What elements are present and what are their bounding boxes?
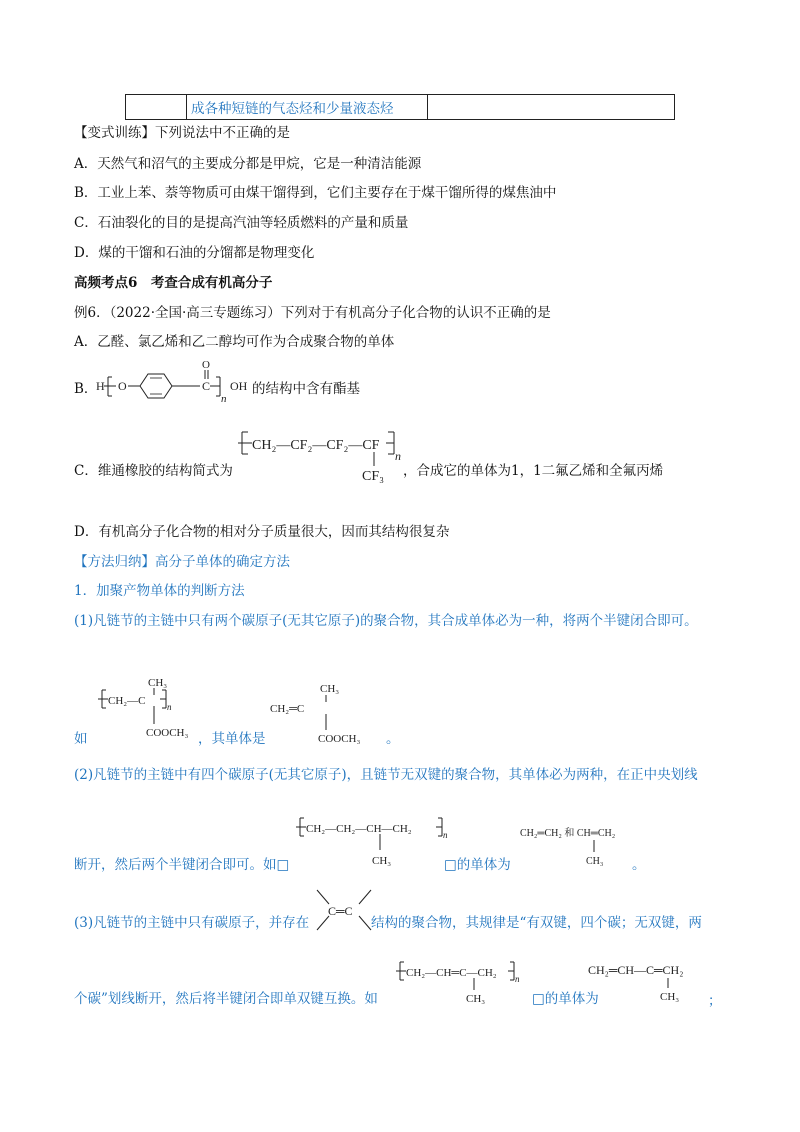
example-option-d: D．有机高分子化合物的相对分子质量很大，因而其结构很复杂 — [74, 524, 450, 540]
variant-option-a: A．天然气和沼气的主要成分都是甲烷，它是一种清洁能源 — [74, 156, 422, 172]
structure-mma-main: CH₂═C — [270, 703, 305, 715]
structure-isoprene — [588, 958, 718, 1008]
structure-viton — [238, 428, 413, 488]
example-option-c-prefix: C．维通橡胶的结构简式为 — [74, 463, 233, 479]
method-p1-mid: ，其单体是 — [198, 731, 266, 747]
structure-copolymer — [296, 814, 456, 870]
structure-cc-double — [315, 888, 373, 934]
structure-b-n: n — [221, 393, 227, 405]
method-p2-line1: (2)凡链节的主链中有四个碳原子(无其它原子)，且链节无双键的聚合物，其单体必为两种，在正中央划线 — [74, 767, 698, 783]
structure-b-polymer — [96, 359, 256, 410]
structure-b-h: H — [96, 379, 105, 393]
structure-mma — [270, 678, 390, 744]
structure-two-monomers — [520, 822, 645, 872]
structure-b-o: O — [118, 379, 127, 393]
example-option-b-prefix: B． — [74, 381, 98, 397]
structure-copolymer-n: n — [443, 830, 448, 840]
structure-copolymer-main: CH₂—CH₂—CH—CH₂ — [306, 823, 412, 835]
structure-pmma-ch3: CH₃ — [148, 677, 168, 689]
structure-copolymer-sub: CH₃ — [372, 855, 392, 867]
structure-pmma-main: CH₂—C — [108, 695, 146, 707]
structure-mma-ester: COOCH₃ — [318, 733, 361, 745]
method-p3-mid: □的单体为 — [532, 991, 599, 1007]
structure-mma-ch3: CH₃ — [320, 683, 340, 695]
structure-isoprene-sub: CH₃ — [660, 991, 680, 1003]
structure-viton-n: n — [395, 449, 401, 463]
method-heading: 【方法归纳】高分子单体的确定方法 — [74, 554, 290, 570]
top-table — [125, 94, 675, 120]
structure-isoprene-main: CH₂═CH—C═CH₂ — [588, 963, 684, 977]
method-p3-line1-a: (3)凡链节的主链中只有碳原子，并存在 — [74, 915, 310, 931]
structure-viton-main: CH₂—CF₂—CF₂—CF — [252, 438, 380, 453]
structure-polyisoprene — [396, 958, 536, 1008]
structure-b-oh: OH — [230, 379, 248, 393]
structure-polyisoprene-n: n — [515, 974, 520, 984]
table-cell-empty — [428, 95, 675, 120]
structure-pmma-ester: COOCH₃ — [146, 727, 189, 739]
structure-pmma — [98, 672, 198, 742]
method-p2-end: 。 — [632, 857, 646, 873]
method-p2-line2: 断开，然后两个半键闭合即可。如□ — [74, 857, 290, 873]
structure-polyisoprene-sub: CH₃ — [466, 993, 486, 1005]
table-cell-text: 成各种短链的气态烃和少量液态烃 — [187, 95, 428, 120]
method-p1-end: 。 — [386, 731, 400, 747]
structure-b-o-top: O — [202, 359, 210, 371]
example-option-a: A．乙醛、氯乙烯和乙二醇均可作为合成聚合物的单体 — [74, 334, 395, 350]
table-cell-empty — [126, 95, 187, 120]
example-option-c-suffix: ，合成它的单体为1，1二氟乙烯和全氟丙烯 — [403, 463, 664, 479]
structure-two-monomers-text: CH₂═CH₂ 和 CH═CH₂ — [520, 828, 616, 839]
method-p1: (1)凡链节的主链中只有两个碳原子(无其它原子)的聚合物，其合成单体必为一种，将两个半键闭合即可。 — [74, 613, 698, 629]
variant-heading: 【变式训练】下列说法中不正确的是 — [74, 125, 290, 141]
method-p3-line1-b: 结构的聚合物，其规律是“有双键，四个碳；无双键，两 — [371, 915, 702, 931]
variant-option-b: B．工业上苯、萘等物质可由煤干馏得到，它们主要存在于煤干馏所得的煤焦油中 — [74, 185, 557, 201]
structure-two-monomers-sub: CH₃ — [586, 856, 604, 867]
example-option-b-suffix: 的结构中含有酯基 — [252, 381, 360, 397]
method-p3-line2: 个碳”划线断开，然后将半键闭合即单双键互换。如 — [74, 991, 378, 1007]
structure-polyisoprene-main: CH₂—CH═C—CH₂ — [406, 967, 497, 979]
method-p2-mid: □的单体为 — [444, 857, 511, 873]
example-stem: 例6．（2022·全国·高三专题练习）下列对于有机高分子化合物的认识不正确的是 — [74, 305, 551, 321]
structure-cc-double-label: C═C — [328, 904, 353, 918]
structure-viton-cf3: CF₃ — [362, 469, 385, 484]
variant-option-d: D．煤的干馏和石油的分馏都是物理变化 — [74, 245, 315, 261]
section-title: 高频考点6 考查合成有机高分子 — [74, 275, 273, 291]
method-p3-end: ； — [708, 993, 722, 1009]
method-sub1: 1．加聚产物单体的判断方法 — [74, 583, 245, 599]
structure-pmma-n: n — [167, 702, 172, 712]
method-p1-prefix: 如 — [74, 731, 88, 747]
variant-option-c: C．石油裂化的目的是提高汽油等轻质燃料的产量和质量 — [74, 215, 409, 231]
structure-b-c: C — [202, 379, 211, 393]
